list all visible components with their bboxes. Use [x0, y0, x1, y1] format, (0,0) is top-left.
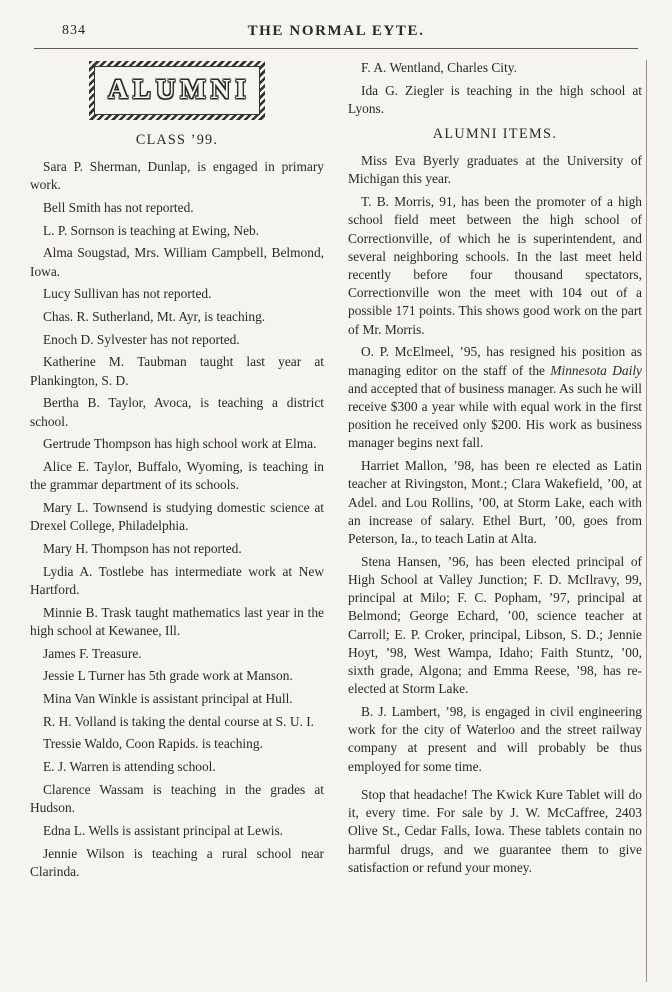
right-column-top-notes [348, 59, 642, 118]
paragraph: Tressie Waldo, Coon Rapids. is teaching. [43, 736, 263, 752]
paragraph: Harriet Mallon, ’98, has been re elected as Latin teacher at Rivingston, Mont.; Clara Wakefield, ’00, at Adel. and Lou Rollins, ’00, at Storm Lake, each with an increase of salary. Ethel Burt, ’00, goes from Peterson, Ia., to teach Latin at Alta. [348, 458, 642, 547]
paragraph: Lucy Sullivan has not reported. [43, 286, 212, 302]
paragraph: James F. Treasure. [43, 645, 142, 661]
paragraph: Jennie Wilson is teaching a rural school near Clarinda. [30, 845, 324, 879]
paragraph: Lydia A. Tostlebe has intermediate work at New Hartford. [30, 563, 324, 597]
columns [30, 59, 642, 885]
paragraph: Bertha B. Taylor, Avoca, is teaching a district school. [30, 395, 324, 429]
paragraph: Jessie L Turner has 5th grade work at Manson. [43, 668, 293, 684]
masthead-title: THE NORMAL EYTE. [247, 23, 425, 39]
advertisement [348, 786, 642, 877]
left-column [30, 59, 324, 885]
paragraph: Stop that headache! The Kwick Kure Tablet will do it, every time. For sale by J. W. McCaffree, 2403 Olive St., Cedar Falls, Iowa. These tablets contain no harmful drugs, and we guarantee them to give satisfaction or refund your money. [348, 786, 642, 875]
header-rule [34, 48, 638, 49]
paragraph: Enoch D. Sylvester has not reported. [43, 331, 240, 347]
paragraph: Stena Hansen, ’96, has been elected principal of High School at Valley Junction; F. D. McIlravy, 99, principal at Milo; F. C. Popham, ’97, principal at Belmond; George Echard, ’00, science teacher at Carroll; E. P. Croker, principal, Libson, S. D.; Jennie Hoyt, ’98, West Wampa, Idaho; Faith Stuntz, ’00, sixth grade, Algona; and Emma Reese, ’98, has re-elected at Storm Lake. [348, 553, 642, 697]
class-99-notes [30, 158, 324, 881]
paragraph: Ida G. Ziegler is teaching in the high school at Lyons. [348, 82, 642, 116]
paragraph: Alma Sougstad, Mrs. William Campbell, Belmond, Iowa. [30, 245, 324, 279]
page-edge-rule [646, 60, 647, 982]
paragraph: B. J. Lambert, ’98, is engaged in civil engineering work for the city of Waterloo and the street railway company at present and will probably be thus employed for some time. [348, 704, 642, 774]
paragraph: Mary L. Townsend is studying domestic science at Drexel College, Philadelphia. [30, 500, 324, 534]
paragraph: Alice E. Taylor, Buffalo, Wyoming, is teaching in the grammar department of its schools. [30, 459, 324, 493]
paragraph: Gertrude Thompson has high school work at Elma. [43, 436, 317, 452]
paragraph: Katherine M. Taubman taught last year at Plankington, S. D. [30, 354, 324, 388]
paragraph: L. P. Sornson is teaching at Ewing, Neb. [43, 222, 260, 238]
paragraph: Sara P. Sherman, Dunlap, is engaged in primary work. [30, 159, 324, 193]
text-segment: O. P. McElmeel, ’95, has resigned his position as managing editor on the staff of the [348, 344, 642, 378]
paragraph: T. B. Morris, 91, has been the promoter of a high school field meet between the high school of Correctionville, of which he is superintendent, and several neighboring schools. In the last meet held recently before four thousand spectators, Correctionville won the meet with 104 out of a possible 171 points. This shows good work on the part of Mr. Morris. [348, 194, 642, 337]
alumni-items-notes [348, 152, 642, 776]
alumni-banner-frame [94, 66, 260, 115]
text-segment: and accepted that of business manager. As such he will receive $300 a year while with equal work in the first position he received only $200. His work as business manager begins next fall. [348, 380, 642, 451]
alumni-items-heading: ALUMNI ITEMS. [432, 126, 558, 143]
paragraph: Mina Van Winkle is assistant principal at Hull. [43, 690, 293, 706]
right-column [348, 59, 642, 885]
paragraph [348, 343, 642, 452]
paragraph: Clarence Wassam is teaching in the grades at Hudson. [30, 781, 324, 816]
page-header [34, 20, 638, 44]
paragraph: Miss Eva Byerly graduates at the University of Michigan this year. [348, 153, 642, 187]
paragraph: F. A. Wentland, Charles City. [361, 60, 517, 75]
page-number: 834 [62, 23, 86, 38]
paragraph: E. J. Warren is attending school. [43, 759, 216, 775]
alumni-banner [89, 61, 265, 120]
class-99-heading: CLASS ’99. [135, 132, 219, 148]
paragraph: Minnie B. Trask taught mathematics last year in the high school at Kewanee, Ill. [30, 604, 324, 638]
paragraph: Chas. R. Sutherland, Mt. Ayr, is teaching. [43, 309, 266, 325]
alumni-banner-text: ALUMNI [108, 74, 251, 104]
paragraph: Bell Smith has not reported. [43, 199, 194, 215]
italic-text: Minnesota Daily [550, 362, 642, 378]
paragraph: R. H. Volland is taking the dental course at S. U. I. [43, 713, 315, 729]
paragraph: Mary H. Thompson has not reported. [43, 540, 242, 556]
paragraph: Edna L. Wells is assistant principal at Lewis. [43, 822, 284, 838]
